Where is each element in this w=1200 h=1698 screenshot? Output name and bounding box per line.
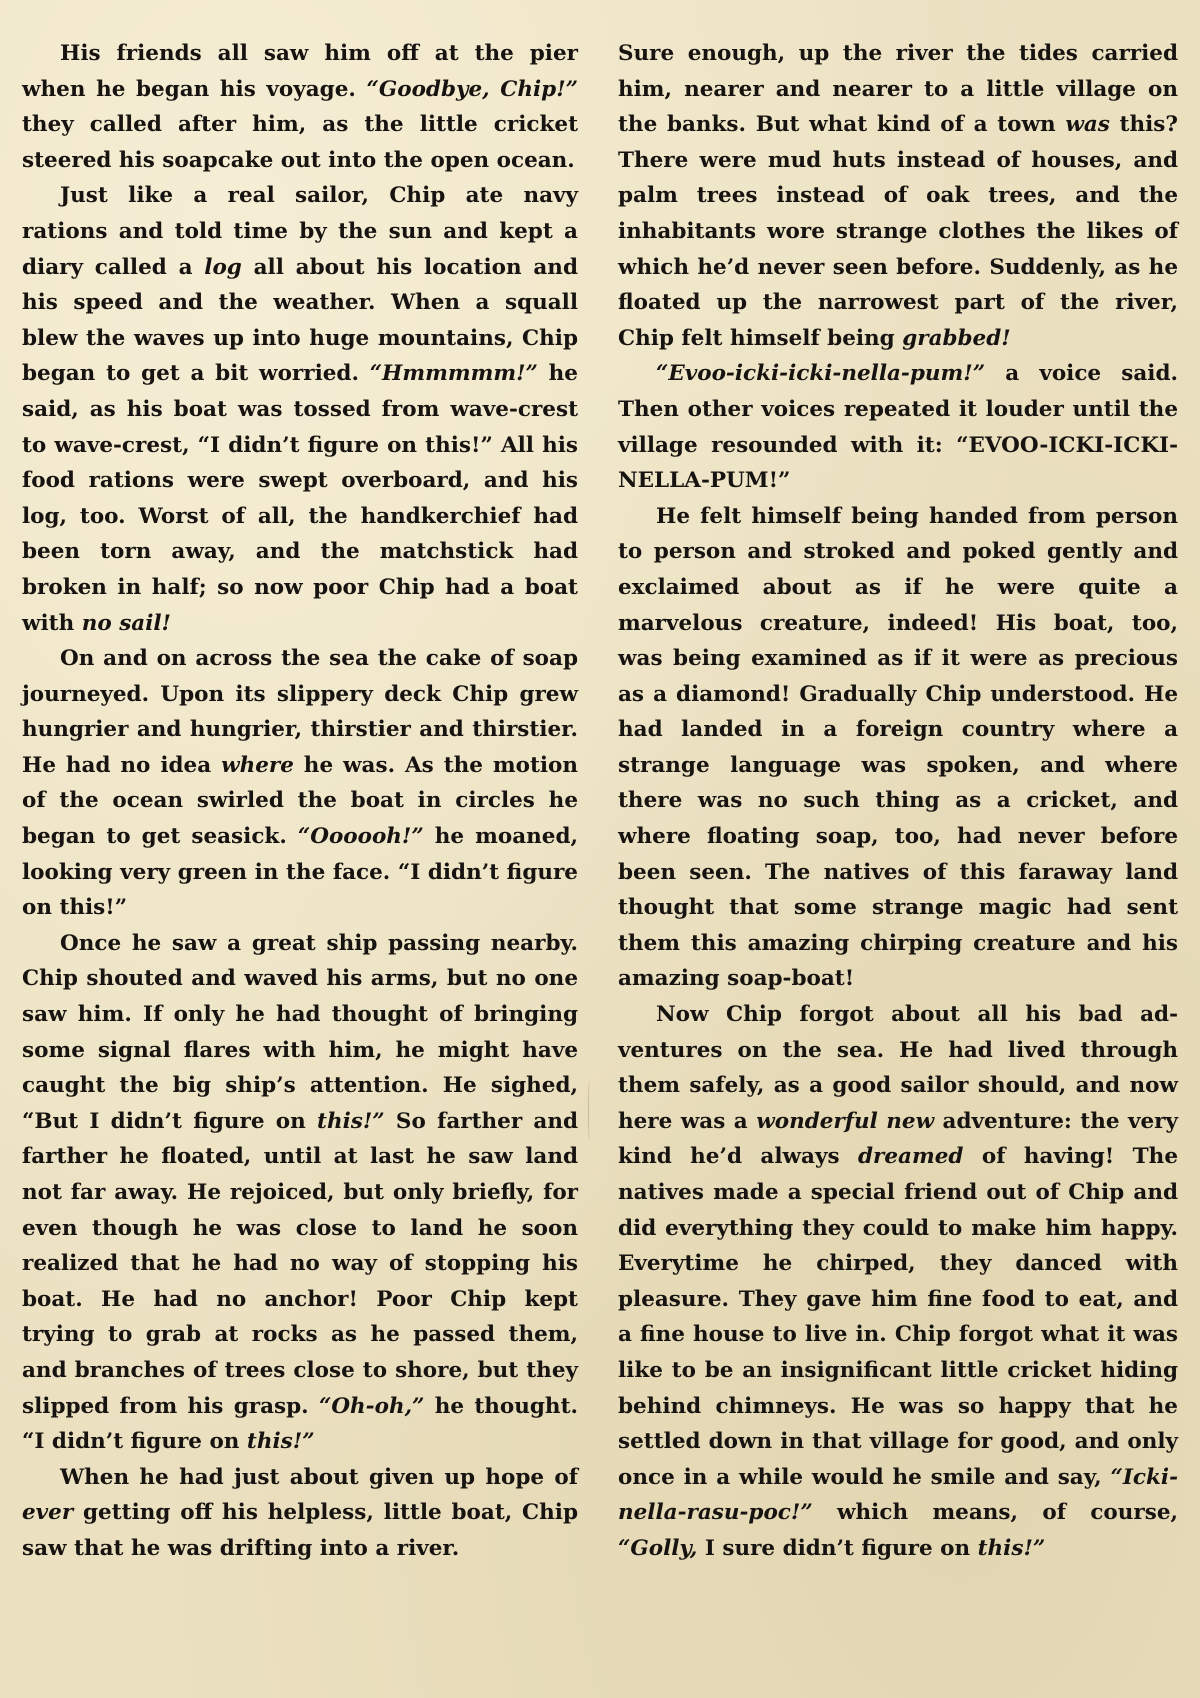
italic-text: was <box>1065 112 1110 138</box>
italic-text: “Oooooh!” <box>297 824 424 850</box>
italic-text: log <box>204 254 242 280</box>
right-column <box>618 36 1178 1567</box>
italic-text: this!” <box>246 1429 315 1455</box>
text-run: he said, as his boat was tossed from wave-crest to wave-crest, “I didn’t figure on this!” All his food rations were swept overboard, and his log, too. Worst of all, the handkerchief had been torn away, and the matchstick had broken in half; so now poor Chip had a boat with <box>22 361 578 636</box>
text-run: Sure enough, up the river the tides carried him, nearer and nearer to a little village on the banks. But what kind of a town <box>618 41 1178 138</box>
text-run: he thought. “I didn’t figure on <box>22 1393 578 1455</box>
paragraph <box>618 997 1178 1567</box>
paragraph <box>618 499 1178 997</box>
text-run: adventure: the very kind he’d always <box>618 1108 1178 1170</box>
text-run: On and on across the sea the cake of soap journeyed. Upon its slippery deck Chip grew hungrier and hungrier, thirstier and thirstier. He had no idea <box>22 646 578 778</box>
italic-text: “Oh-oh,” <box>318 1393 425 1419</box>
text-run: they called after him, as the little cricket steered his soapcake out into the open ocean. <box>22 112 578 173</box>
left-column <box>22 36 578 1567</box>
text-run: So farther and farther he floated, until at last he saw land not far away. He rejoiced, but only briefly, for even though he was close to land he soon realized that he had no way of stopping his boat. He had no anchor! Poor Chip kept trying to grab at rocks as he passed them, and branches of trees close to shore, but they slipped from his grasp. <box>22 1108 578 1419</box>
paragraph <box>22 36 578 178</box>
italic-text: wonderful new <box>756 1108 935 1134</box>
italic-text: no sail! <box>81 610 171 636</box>
text-run: of having! The natives made a special friend out of Chip and did everything they could to make him happy. Everytime he chirped, they danced with pleasure. They gave him fine food to eat, and a fine house to live in. Chip forgot what it was like to be an insignificant little cricket hiding behind chimneys. He was so happy that he settled down in that village for good, and only once in a while would he smile and say, <box>618 1144 1178 1490</box>
text-run: all about his location and his speed and the weather. When a squall blew the waves up into huge mountains, Chip began to get a bit worried. <box>22 254 578 387</box>
italic-text: “Goodbye, Chip!” <box>366 76 578 102</box>
text-run: Just like a real sailor, Chip ate navy rations and told time by the sun and kept a diary called a <box>22 183 578 280</box>
text-run: His friends all saw him off at the pier when he began his voyage. <box>22 41 578 102</box>
text-run: I sure didn’t figure on <box>697 1535 978 1561</box>
text-run: He felt himself being handed from person to person and stroked and poked gently and exclaimed about as if he were quite a marvelous creature, indeed! His boat, too, was being examined as if it were as precious as a diamond! Gradually Chip understood. He had landed in a foreign country where a strange language was spoken, and where there was no such thing as a cricket, and where floating soap, too, had never before been seen. The natives of this faraway land thought that some strange magic had sent them this amazing chirping creature and his amazing soap-boat! <box>618 503 1178 992</box>
paragraph <box>22 641 578 926</box>
italic-text: “Golly, <box>618 1535 698 1561</box>
italic-text: dreamed <box>858 1144 964 1170</box>
text-run: Once he saw a great ship passing nearby. Chip shouted and waved his arms, but no one saw him. If only he had thought of bringing some signal flares with him, he might have caught the big ship’s attention. He sighed, “But I didn’t figure on <box>22 930 578 1134</box>
text-run: Now Chip forgot about all his bad adventures on the sea. He had lived through them safely, as a good sailor should, and now here was a <box>618 1002 1178 1134</box>
italic-text: where <box>221 752 294 778</box>
italic-text: “Icki-nella-rasu-poc!” <box>618 1464 1178 1526</box>
italic-text: this!” <box>317 1108 385 1134</box>
text-run: which means, of course, <box>812 1500 1178 1526</box>
text-run: he was. As the motion of the ocean swirled the boat in circles he began to get seasick. <box>22 752 579 850</box>
paragraph <box>22 926 578 1460</box>
paragraph <box>22 1460 578 1567</box>
page-fold-mark <box>588 1080 591 1140</box>
paragraph <box>22 178 578 641</box>
text-run: getting off his helpless, little boat, Chip saw that he was drifting into a river. <box>22 1500 578 1561</box>
italic-text: “Evoo-icki-icki-nella-pum!” <box>656 361 986 387</box>
paragraph <box>618 36 1178 356</box>
italic-text: “Hmmmmm!” <box>369 361 538 387</box>
text-run: When he had just about given up hope of <box>60 1464 578 1490</box>
text-run: this? There were mud huts instead of houses, and palm trees instead of oak trees, and the inhabitants wore strange clothes the likes of which he’d never seen before. Suddenly, as he floated up the narrowest part of the river, Chip felt himself being <box>618 112 1178 351</box>
italic-text: grabbed! <box>902 325 1011 351</box>
text-run: he moaned, looking very green in the face. “I didn’t figure on this!” <box>22 824 578 921</box>
italic-text: ever <box>22 1500 74 1526</box>
text-run: a voice said. Then other voices repeated it louder until the village resounded with it: “EVOO-ICKI-ICKI-NELLA-PUM!” <box>618 361 1178 494</box>
italic-text: this!” <box>977 1535 1046 1561</box>
paragraph <box>618 356 1178 498</box>
